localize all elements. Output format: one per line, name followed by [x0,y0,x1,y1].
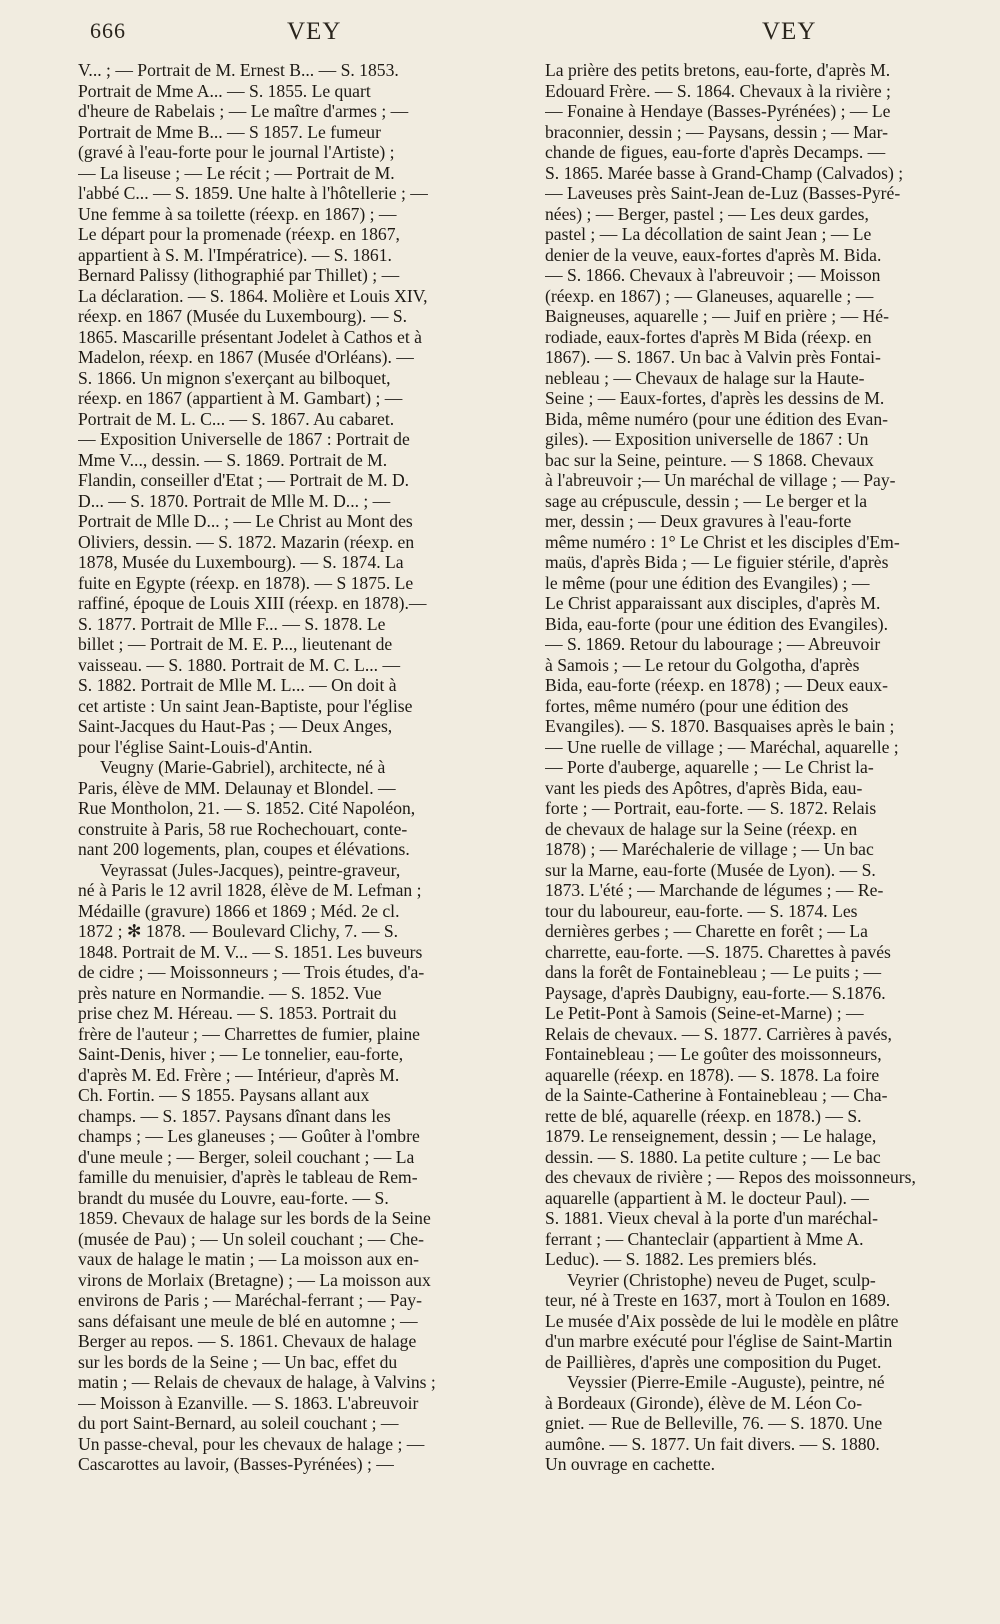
text-line: Le musée d'Aix possède de lui le modèle en plâtre [545,1310,899,1331]
text-line: 1867). — S. 1867. Un bac à Valvin près Fontai- [545,347,881,367]
text-line: — Une ruelle de village ; — Maréchal, aquarelle ; [545,736,899,757]
text-line: appartient à S. M. l'Impératrice). — S. 1861. [78,244,392,265]
text-line: S. 1866. Un mignon s'exerçant au bilboquet, [78,367,391,388]
text-line: prise chez M. Héreau. — S. 1853. Portrait du [78,1003,397,1023]
text-line: 1878) ; — Maréchalerie de village ; — Un bac [545,839,874,859]
text-line: S. 1877. Portrait de Mlle F... — S. 1878. Le [78,613,386,634]
text-line: Bida, eau-forte (pour une édition des Evangiles). [545,613,888,634]
text-line: 1879. Le renseignement, dessin ; — Le halage, [545,1126,877,1146]
text-line: Flandin, conseiller d'Etat ; — Portrait de M. D. [78,470,410,490]
left-column [78,60,526,1475]
text-line: La déclaration. — S. 1864. Molière et Louis XIV, [78,285,428,306]
text-line: aquarelle (réexp. en 1878). — S. 1878. La foire [545,1064,880,1085]
text-line: matin ; — Relais de chevaux de halage, à Valvins ; [78,1372,436,1392]
text-line: fortes, même numéro (pour une édition des [545,695,849,716]
text-line: S. 1881. Vieux cheval à la porte d'un maréchal- [545,1208,879,1228]
text-line: Ch. Fortin. — S 1855. Paysans allant aux [78,1085,370,1105]
text-line: né à Paris le 12 avril 1828, élève de M. Lefman ; [78,880,422,900]
text-line: — Fonaine à Hendaye (Basses-Pyrénées) ; — Le [545,101,891,121]
text-line: Bida, même numéro (pour une édition des Evan- [545,408,888,429]
text-line: denier de la veuve, eaux-fortes d'après M. Bida. [545,244,882,265]
text-line: — La liseuse ; — Le récit ; — Portrait de M. [78,162,395,183]
text-line: l'abbé C... — S. 1859. Une halte à l'hôtellerie ; — [78,183,428,203]
text-line: Un ouvrage en cachette. [545,1454,715,1474]
text-line: Edouard Frère. — S. 1864. Chevaux à la rivière ; [545,80,891,101]
text-line: des chevaux de rivière ; — Repos des moissonneurs, [545,1167,916,1187]
text-line: Mme V..., dessin. — S. 1869. Portrait de M. [78,449,388,470]
text-line: de Paillières, d'après une composition du Puget. [545,1351,882,1372]
text-line: Bernard Palissy (lithographié par Thillet) ; — [78,265,400,285]
text-line: — Porte d'auberge, aquarelle ; — Le Christ la- [545,757,874,777]
running-head-left: VEY [287,18,342,45]
text-line: Le Christ apparaissant aux disciples, d'après M. [545,593,881,613]
text-line: vaisseau. — S. 1880. Portrait de M. C. L... — [78,654,401,675]
text-line: sur les bords de la Seine ; — Un bac, effet du [78,1351,398,1372]
text-line: Le départ pour la promenade (réexp. en 1867, [78,224,400,244]
text-line: aquarelle (appartient à M. le docteur Paul). — [545,1187,869,1208]
text-line: Rue Montholon, 21. — S. 1852. Cité Napoléon, [78,798,416,818]
text-line: gniet. — Rue de Belleville, 76. — S. 1870. Une [545,1413,883,1433]
text-line: Evangiles). — S. 1870. Basquaises après le bain ; [545,716,895,736]
text-line: V... ; — Portrait de M. Ernest B... — S. 1853. [78,60,399,80]
text-line: vaux de halage le matin ; — La moisson aux en- [78,1249,420,1269]
text-line: à Bordeaux (Gironde), élève de M. Léon Co- [545,1392,863,1413]
text-line: cet artiste : Un saint Jean-Baptiste, pour l'église [78,695,413,716]
text-line: nées) ; — Berger, pastel ; — Les deux gardes, [545,203,869,224]
text-line: 1859. Chevaux de halage sur les bords de la Seine [78,1208,431,1228]
text-line: bac sur la Seine, peinture. — S 1868. Chevaux [545,449,874,470]
text-line: rodiade, eaux-fortes d'après M Bida (réexp. en [545,326,872,347]
text-line: 1872 ; ✻ 1878. — Boulevard Clichy, 7. — S. [78,921,399,941]
text-line: Madelon, réexp. en 1867 (Musée d'Orléans). — [78,347,414,367]
text-line: — Moisson à Ezanville. — S. 1863. L'abreuvoir [78,1392,419,1413]
text-line: billet ; — Portrait de M. E. P..., lieutenant de [78,634,393,654]
text-line: dans la forêt de Fontainebleau ; — Le puits ; — [545,962,882,982]
text-line: fuite en Egypte (réexp. en 1878). — S 1875. Le [78,572,414,593]
text-line: champs. — S. 1857. Paysans dînant dans les [78,1105,391,1126]
text-line: raffiné, époque de Louis XIII (réexp. en 1878).— [78,593,427,613]
text-line: virons de Morlaix (Bretagne) ; — La moisson aux [78,1269,431,1290]
text-line: Saint-Jacques du Haut-Pas ; — Deux Anges, [78,716,393,736]
text-line: mer, dessin ; — Deux gravures à l'eau-forte [545,511,852,531]
text-line: Portrait de Mme A... — S. 1855. Le quart [78,80,371,101]
text-line: 1848. Portrait de M. V... — S. 1851. Les buveurs [78,941,423,962]
text-line: — S. 1866. Chevaux à l'abreuvoir ; — Moisson [545,265,881,285]
text-line: à Samois ; — Le retour du Golgotha, d'après [545,654,860,675]
text-line: d'une meule ; — Berger, soleil couchant ; — La [78,1146,415,1167]
text-line: champs ; — Les glaneuses ; — Goûter à l'ombre [78,1126,420,1146]
text-line: près nature en Normandie. — S. 1852. Vue [78,982,382,1003]
text-line: 1878, Musée du Luxembourg). — S. 1874. La [78,552,404,572]
text-line: Berger au repos. — S. 1861. Chevaux de halage [78,1331,417,1351]
text-line: teur, né à Treste en 1637, mort à Toulon en 1689. [545,1290,891,1310]
text-line: charrette, eau-forte. —S. 1875. Charettes à pavés [545,941,891,962]
text-line: Bida, eau-forte (réexp. en 1878) ; — Deux eaux- [545,675,888,695]
text-line: Paris, élève de MM. Delaunay et Blondel. — [78,777,396,798]
text-line: 1873. L'été ; — Marchande de légumes ; — Re- [545,880,884,900]
text-line: chande de figues, eau-forte d'après Decamps. — [545,142,886,162]
text-line: (gravé à l'eau-forte pour le journal l'Artiste) ; [78,142,395,162]
text-line: famille du menuisier, d'après le tableau de Rem- [78,1167,418,1187]
text-line: Leduc). — S. 1882. Les premiers blés. [545,1249,817,1269]
text-line: pastel ; — La décollation de saint Jean ; — Le [545,224,872,244]
text-line: d'un marbre exécuté pour l'église de Saint-Martin [545,1331,893,1351]
text-line: (réexp. en 1867) ; — Glaneuses, aquarelle ; — [545,285,874,306]
text-line: maüs, d'après Bida ; — Le figuier stérile, d'après [545,552,889,572]
text-line: La prière des petits bretons, eau-forte, d'après M. [545,60,891,80]
text-line: nebleau ; — Chevaux de halage sur la Haute- [545,367,865,388]
text-line: Veyssier (Pierre-Emile -Auguste), peintre, né [567,1372,885,1392]
right-column [545,60,977,1475]
text-line: rette de blé, aquarelle (réexp. en 1878.) — S. [545,1105,862,1126]
text-line: sur la Marne, eau-forte (Musée de Lyon). — S. [545,859,876,880]
text-line: nant 200 logements, plan, coupes et élévations. [78,839,410,859]
text-line: — Exposition Universelle de 1867 : Portrait de [78,429,410,449]
text-line: forte ; — Portrait, eau-forte. — S. 1872. Relais [545,798,877,818]
text-line: aumône. — S. 1877. Un fait divers. — S. 1880. [545,1433,880,1454]
text-line: même numéro : 1° Le Christ et les disciples d'Em- [545,531,900,552]
text-line: Portrait de M. L. C... — S. 1867. Au cabaret. [78,408,395,429]
text-line: sans défaisant une meule de blé en automne ; — [78,1310,418,1331]
text-line: Veyrassat (Jules-Jacques), peintre-graveur, [100,859,401,880]
text-line: frère de l'auteur ; — Charrettes de fumier, plaine [78,1023,420,1044]
text-line: Veugny (Marie-Gabriel), architecte, né à [100,757,386,777]
text-line: tour du laboureur, eau-forte. — S. 1874. Les [545,900,858,921]
text-line: ferrant ; — Chanteclair (appartient à Mme A. [545,1228,864,1249]
text-line: d'après M. Ed. Frère ; — Intérieur, d'après M. [78,1064,400,1085]
text-line: brandt du musée du Louvre, eau-forte. — S. [78,1187,389,1208]
text-line: réexp. en 1867 (appartient à M. Gambart) ; — [78,388,403,408]
text-line: de cidre ; — Moissonneurs ; — Trois études, d'a- [78,962,425,982]
page-number: 666 [90,18,126,43]
text-line: Saint-Denis, hiver ; — Le tonnelier, eau-forte, [78,1044,404,1064]
text-line: le même (pour une édition des Evangiles) ; — [545,572,870,593]
text-line: — Laveuses près Saint-Jean de-Luz (Basses-Pyré- [545,183,901,203]
text-line: Oliviers, dessin. — S. 1872. Mazarin (réexp. en [78,531,415,552]
text-line: giles). — Exposition universelle de 1867 : Un [545,429,869,449]
text-line: S. 1865. Marée basse à Grand-Champ (Calvados) ; [545,162,904,183]
text-line: Médaille (gravure) 1866 et 1869 ; Méd. 2e cl. [78,900,400,921]
text-line: Seine ; — Eaux-fortes, d'après les dessins de M. [545,388,885,408]
text-line: Portrait de Mlle D... ; — Le Christ au Mont des [78,511,413,531]
text-line: de la Sainte-Catherine à Fontainebleau ; — Cha- [545,1085,888,1105]
text-line: D... — S. 1870. Portrait de Mlle M. D... ; — [78,490,391,511]
text-line: Relais de chevaux. — S. 1877. Carrières à pavés, [545,1023,892,1044]
text-line: Veyrier (Christophe) neveu de Puget, sculp- [567,1269,876,1290]
text-line: d'heure de Rabelais ; — Le maître d'armes ; — [78,101,409,121]
text-line: construite à Paris, 58 rue Rochechouart, conte- [78,818,408,839]
text-line: (musée de Pau) ; — Un soleil couchant ; — Che- [78,1228,424,1249]
text-line: Cascarottes au lavoir, (Basses-Pyrénées) ; — [78,1454,394,1474]
text-line: — S. 1869. Retour du labourage ; — Abreuvoir [545,634,881,654]
text-line: braconnier, dessin ; — Paysans, dessin ; — Mar- [545,121,888,142]
text-line: à l'abreuvoir ;— Un maréchal de village ; — Pay- [545,470,896,490]
text-line: dessin. — S. 1880. La petite culture ; — Le bac [545,1146,881,1167]
text-line: S. 1882. Portrait de Mlle M. L... — On doit à [78,675,397,695]
text-line: 1865. Mascarille présentant Jodelet à Cathos et à [78,326,422,347]
text-line: Une femme à sa toilette (réexp. en 1867) ; — [78,203,397,224]
text-line: environs de Paris ; — Maréchal-ferrant ; — Pay- [78,1290,422,1310]
running-head-right: VEY [762,18,817,45]
text-line: Fontainebleau ; — Le goûter des moissonneurs, [545,1044,882,1064]
text-line: Paysage, d'après Daubigny, eau-forte.— S.1876. [545,982,886,1003]
text-line: Le Petit-Pont à Samois (Seine-et-Marne) ; — [545,1003,864,1023]
text-line: dernières gerbes ; — Charette en forêt ; — La [545,921,868,941]
text-line: vant les pieds des Apôtres, d'après Bida, eau- [545,777,863,798]
text-line: Portrait de Mme B... — S 1857. Le fumeur [78,121,381,142]
text-line: du port Saint-Bernard, au soleil couchant ; — [78,1413,399,1433]
text-line: de chevaux de halage sur la Seine (réexp. en [545,818,858,839]
text-line: sage au crépuscule, dessin ; — Le berger et la [545,490,868,511]
text-line: Un passe-cheval, pour les chevaux de halage ; — [78,1433,425,1454]
text-line: Baigneuses, aquarelle ; — Juif en prière ; — Hé- [545,306,889,326]
text-line: pour l'église Saint-Louis-d'Antin. [78,736,313,757]
text-line: réexp. en 1867 (Musée du Luxembourg). — S. [78,306,408,326]
